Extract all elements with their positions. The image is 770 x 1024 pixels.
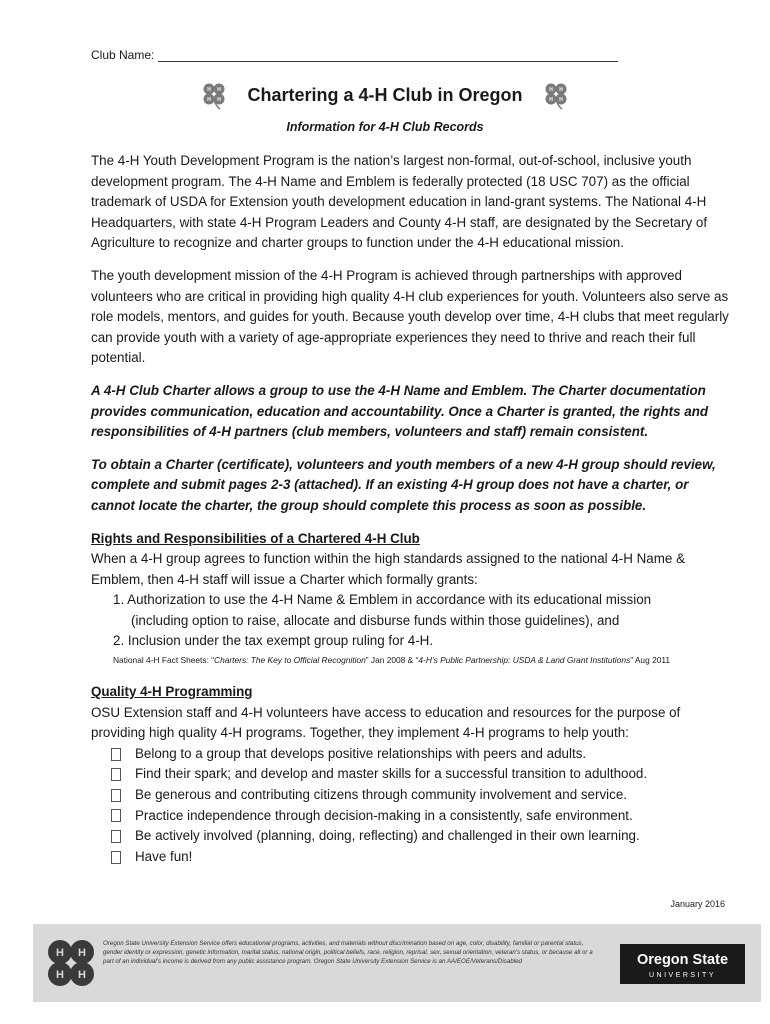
quality-intro: OSU Extension staff and 4-H volunteers have access to education and resources for the purpose of providing high quality 4-H programs. Together, they implement 4-H programs to help youth: [91, 704, 681, 741]
list-item: Be actively involved (planning, doing, reflecting) and challenged in their own learning. [91, 826, 731, 847]
charter-paragraph: A 4-H Club Charter allows a group to use the 4-H Name and Emblem. The Charter documentation provides communication, education and accountability. Once a Charter is granted, the rights and responsibilities of 4-H partners (club members, volunteers and staff) remain consistent. [91, 382, 709, 440]
logo-line-2: UNIVERSITY [648, 972, 717, 979]
4h-emblem-icon [39, 931, 103, 995]
checkbox-icon [111, 809, 121, 822]
citation-prefix: National 4-H Fact Sheets: “ [113, 655, 215, 666]
logo-line-1: Oregon State [636, 952, 729, 968]
club-name-line[interactable] [158, 49, 618, 62]
svg-text:H: H [217, 97, 222, 103]
checkbox-icon [111, 768, 121, 781]
title-row [0, 80, 770, 110]
svg-text:H: H [78, 969, 86, 981]
obtain-charter-paragraph: To obtain a Charter (certificate), volunteers and youth members of a new 4-H group should review, complete and submit pages 2-3 (attached). If an existing 4-H group does not have a charter, or cannot locate the charter, the group should complete this process as soon as possible. [91, 456, 716, 513]
checkbox-icon [111, 830, 121, 843]
list-item: Find their spark; and develop and master skills for a successful transition to adulthood. [91, 764, 731, 785]
four-leaf-clover-icon [199, 80, 229, 110]
rights-intro: When a 4-H group agrees to function within the high standards assigned to the national 4-H Name & Emblem, then 4-H staff will issue a Charter which formally grants: [91, 551, 686, 587]
page-title: Chartering a 4-H Club in Oregon [247, 84, 523, 105]
svg-text:H: H [207, 97, 212, 103]
document-body [91, 151, 731, 867]
svg-text:H: H [207, 87, 212, 93]
svg-text:H: H [548, 97, 553, 103]
svg-text:H: H [78, 947, 86, 959]
list-item: Be generous and contributing citizens through community involvement and service. [91, 785, 731, 806]
list-item: Belong to a group that develops positive relationships with peers and adults. [91, 744, 731, 765]
citation-title-2: 4-H’s Public Partnership: USDA & Land Grant Institutions [418, 655, 631, 666]
nondiscrimination-statement: Oregon State University Extension Service offers educational programs, activities, and materials without discrimination based on age, color, disability, familial or parental status, gender identity or expression, genetic information, marital status, national origin, political beliefs, race, religion, reprisal, sex, sexual orientation, veteran’s status, or because all or a part of an individual’s income is derived from any public assistance program. Oregon State University Extension Service is an AA/EOE/Veterans/Disabled [103, 940, 593, 965]
checkbox-icon [111, 789, 121, 802]
svg-text:H: H [558, 97, 563, 103]
oregon-state-logo [620, 940, 745, 988]
four-leaf-clover-icon [541, 80, 571, 110]
checkbox-icon [111, 851, 121, 864]
intro-paragraph: The 4-H Youth Development Program is the nation’s largest non-formal, out-of-school, inclusive youth development program. The 4-H Name and Emblem is federally protected (18 USC 707) as the official trademark of USDA for Extension youth development education in land-grant systems. The National 4-H Headquarters, with state 4-H Program Leaders and County 4-H staff, are designated by the Secretary of Agriculture to recognize and charter groups to function under the 4-H educational mission. [91, 153, 708, 251]
citation-mid: ” Jan 2008 & “ [365, 655, 419, 666]
rights-item-1: 1. Authorization to use the 4-H Name & Emblem in accordance with its educational mission [113, 592, 652, 608]
footer-banner [33, 924, 761, 1002]
page-subtitle: Information for 4-H Club Records [286, 120, 484, 134]
quality-heading: Quality 4-H Programming [91, 684, 253, 700]
checkbox-icon [111, 748, 121, 761]
list-item: Have fun! [91, 847, 731, 868]
svg-text:H: H [56, 969, 64, 981]
rights-item-1-continued: (including option to raise, allocate and disburse funds within those guidelines), and [131, 612, 620, 628]
rights-item-2: 2. Inclusion under the tax exempt group ruling for 4-H. [113, 633, 434, 649]
list-item: Practice independence through decision-making in a consistently, safe environment. [91, 806, 731, 827]
rights-heading: Rights and Responsibilities of a Chartered 4-H Club [91, 530, 420, 546]
svg-text:H: H [56, 947, 64, 959]
svg-text:H: H [217, 87, 222, 93]
svg-text:H: H [558, 87, 563, 93]
club-name-label: Club Name: [91, 48, 155, 62]
citation-title-1: Charters: The Key to Official Recognition [214, 655, 366, 666]
club-name-field [91, 48, 618, 62]
fact-sheet-citation [91, 652, 731, 668]
citation-suffix: ” Aug 2011 [630, 655, 671, 666]
document-date: January 2016 [670, 899, 725, 909]
mission-paragraph: The youth development mission of the 4-H Program is achieved through partnerships with approved volunteers who are critical in providing high quality 4-H club experiences for youth. Volunteers also serve as role models, mentors, and guides for youth. Because youth develop over time, 4-H clubs that meet regularly can provide youth with a variety of age-appropriate experiences they need to thrive and reach their full potential. [91, 267, 729, 366]
svg-text:H: H [548, 87, 553, 93]
